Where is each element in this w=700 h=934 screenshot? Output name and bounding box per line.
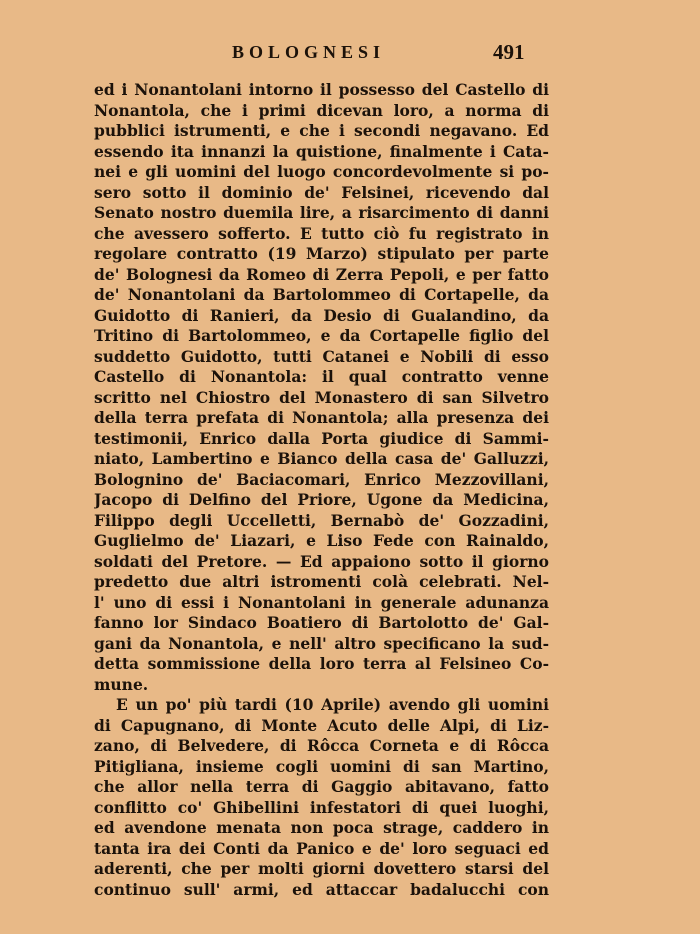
text-line: sero sotto il dominio de' Felsinei, ricevendo dal <box>94 182 549 202</box>
text-line: suddetto Guidotto, tutti Catanei e Nobili di esso <box>94 346 549 366</box>
text-line: Jacopo di Delfino del Priore, Ugone da Medicina, <box>94 490 549 509</box>
text-line: ed i Nonantolani intorno il possesso del Castello di <box>94 80 549 99</box>
text-line: predetto due altri istromenti colà celebrati. Nel- <box>94 572 549 591</box>
text-line: Nonantola, che i primi dicevan loro, a norma di <box>94 100 549 120</box>
text-line: de' Bolognesi da Romeo di Zerra Pepoli, e per fatto <box>94 264 549 284</box>
text-line: che allor nella terra di Gaggio abitavano, fatto <box>94 777 549 796</box>
text-line: essendo ita innanzi la quistione, finalmente i Cata- <box>94 141 549 161</box>
text-line: pubblici istrumenti, e che i secondi negavano. Ed <box>94 121 549 140</box>
text-line: Pitigliana, insieme cogli uomini di san Martino, <box>94 756 549 776</box>
text-line: continuo sull' armi, ed attaccar badalucchi con <box>94 879 549 899</box>
text-line: detta sommissione della loro terra al Felsineo Co- <box>94 654 549 673</box>
text-line: Guidotto di Ranieri, da Desio di Gualandino, da <box>94 305 549 325</box>
text-line: niato, Lambertino e Bianco della casa de' Galluzzi, <box>94 449 549 468</box>
text-line: E un po' più tardi (10 Aprile) avendo gli uomini <box>116 695 549 714</box>
body-text <box>94 80 549 900</box>
text-line: ed avendone menata non poca strage, caddero in <box>94 818 549 837</box>
text-line: zano, di Belvedere, di Rôcca Corneta e di Rôcca <box>94 736 549 755</box>
text-line: scritto nel Chiostro del Monastero di san Silvetro <box>94 387 549 407</box>
text-line: gani da Nonantola, e nell' altro specificano la sud- <box>94 633 549 653</box>
paragraph <box>94 695 549 900</box>
text-line: de' Nonantolani da Bartolommeo di Cortapelle, da <box>94 285 549 304</box>
text-line: aderenti, che per molti giorni dovettero starsi del <box>94 859 549 878</box>
running-head <box>0 40 700 70</box>
text-line: conflitto co' Ghibellini infestatori di quei luoghi, <box>94 797 549 817</box>
text-line: Filippo degli Uccelletti, Bernabò de' Gozzadini, <box>94 510 549 530</box>
text-line: testimonii, Enrico dalla Porta giudice di Sammi- <box>94 428 549 448</box>
text-line: che avessero sofferto. E tutto ciò fu registrato in <box>94 223 549 243</box>
text-line: l' uno di essi i Nonantolani in generale adunanza <box>94 592 549 612</box>
text-line: Bolognino de' Baciacomari, Enrico Mezzovillani, <box>94 469 549 489</box>
text-line: regolare contratto (19 Marzo) stipulato per parte <box>94 244 549 263</box>
paragraph <box>94 80 549 695</box>
text-line: fanno lor Sindaco Boatiero di Bartolotto de' Gal- <box>94 613 549 632</box>
page-number: 491 <box>493 40 525 64</box>
text-line: Castello di Nonantola: il qual contratto venne <box>94 367 549 386</box>
text-line: Guglielmo de' Liazari, e Liso Fede con Rainaldo, <box>94 531 549 550</box>
text-line: tanta ira dei Conti da Panico e de' loro seguaci ed <box>94 838 549 858</box>
text-line: nei e gli uomini del luogo concordevolmente si po- <box>94 162 549 181</box>
text-line: Senato nostro duemila lire, a risarcimento di danni <box>94 203 549 222</box>
text-line: Tritino di Bartolommeo, e da Cortapelle figlio del <box>94 326 549 345</box>
text-line: di Capugnano, di Monte Acuto delle Alpi, di Liz- <box>94 715 549 735</box>
text-line: della terra prefata di Nonantola; alla presenza dei <box>94 408 549 427</box>
text-line: mune. <box>94 674 149 694</box>
running-title: BOLOGNESI <box>232 42 386 62</box>
text-line: soldati del Pretore. — Ed appaiono sotto il giorno <box>94 551 549 571</box>
